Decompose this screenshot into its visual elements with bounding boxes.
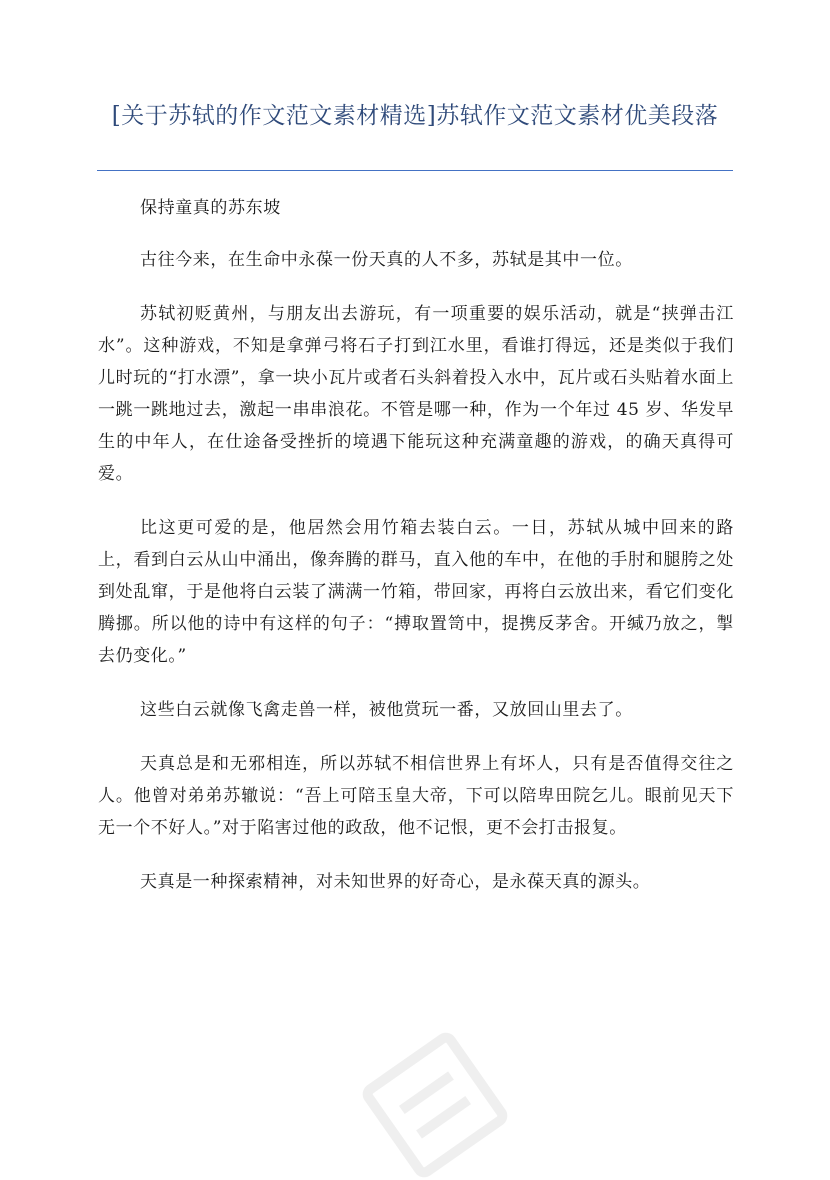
paragraph: 比这更可爱的是，他居然会用竹箱去装白云。一日，苏轼从城中回来的路上，看到白云从山中涌出，像奔腾的群马，直入他的车中，在他的手肘和腿胯之处到处乱窜，于是他将白云装了满满一竹箱，带回家，再将白云放出来，看它们变化腾挪。所以他的诗中有这样的句子：“搏取置笥中，提携反茅舍。开缄乃放之，掣去仍变化。” xyxy=(98,518,734,666)
article-body xyxy=(98,192,734,920)
paragraph: 天真是一种探索精神，对未知世界的好奇心，是永葆天真的源头。 xyxy=(140,872,651,892)
paragraph: 这些白云就像飞禽走兽一样，被他赏玩一番，又放回山里去了。 xyxy=(140,700,633,720)
paragraph-heading: 保持童真的苏东坡 xyxy=(140,198,281,218)
paragraph: 天真总是和无邪相连，所以苏轼不相信世界上有坏人，只有是否值得交往之人。他曾对弟弟苏辙说：“吾上可陪玉皇大帝，下可以陪卑田院乞儿。眼前见天下无一个不好人。”对于陷害过他的政敌，他不记恨，更不会打击报复。 xyxy=(98,754,734,838)
paragraph: 苏轼初贬黄州，与朋友出去游玩，有一项重要的娱乐活动，就是“挟弹击江水”。这种游戏，不知是拿弹弓将石子打到江水里，看谁打得远，还是类似于我们儿时玩的“打水漂”，拿一块小瓦片或者石头斜着投入水中，瓦片或石头贴着水面上一跳一跳地过去，激起一串串浪花。不管是哪一种，作为一个年过 45 岁、华发早生的中年人，在仕途备受挫折的境遇下能玩这种充满童趣的游戏，的确天真得可爱。 xyxy=(98,304,734,484)
watermark-icon xyxy=(360,1030,510,1180)
title-underline xyxy=(97,170,733,171)
paragraph: 古往今来，在生命中永葆一份天真的人不多，苏轼是其中一位。 xyxy=(140,250,633,270)
page-title: [关于苏轼的作文范文素材精选]苏轼作文范文素材优美段落 xyxy=(111,103,719,129)
